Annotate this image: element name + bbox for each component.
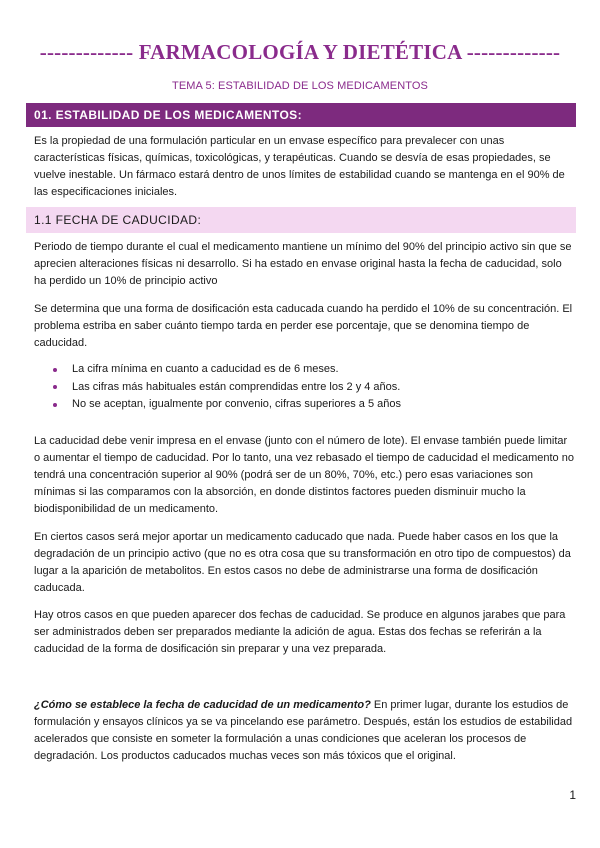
bullet-dot-icon — [53, 368, 57, 372]
paragraph-caducidad-envase: La caducidad debe venir impresa en el envase (junto con el número de lote). El envase también puede limitar o aumentar el tiempo de caducidad. Por lo tanto, una vez rebasado el tiempo de caducidad el medicamento no tendrá una concentración superior al 90% (podrá ser de un 80%, 70%, etc.) pero esas variaciones son mínimas si las comparamos con la absorción, en donde distintos factores pueden disminuir mucho la biodisponibilidad de un medicamento. — [34, 435, 574, 515]
paragraph-dos-fechas: Hay otros casos en que pueden aparecer dos fechas de caducidad. Se produce en algunos jarabes que para ser administrados deben ser preparados mediante la adición de agua. Estas dos fechas se referirán a la caducidad de la forma de dosificación sin preparar y una vez preparada. — [34, 609, 566, 655]
section-heading-estabilidad: 01. ESTABILIDAD DE LOS MEDICAMENTOS: — [26, 103, 576, 127]
paragraph-estabilidad-definition: Es la propiedad de una formulación particular en un envase específico para prevalecer con unas características físicas, químicas, toxicológicas, y terapéuticas. Cuando se desvía de esas propiedades, se vuelve inestable. Un fármaco estará dentro de unos límites de estabilidad cuando se mantenga en el 90% de las especificaciones iniciales. — [34, 135, 565, 198]
list-item-text: La cifra mínima en cuanto a caducidad es de 6 meses. — [72, 363, 339, 375]
caducidad-bullet-list — [34, 361, 554, 414]
paragraph-casos-caducado: En ciertos casos será mejor aportar un medicamento caducado que nada. Puede haber casos en los que la degradación de un principio activo (que no es otra cosa que su transformación en otro tipo de compuestos) da lugar a la aparición de metabolitos. En estos casos no debe de administrarse una forma de dosificación caducada. — [34, 531, 571, 594]
question-emphasis: ¿Cómo se establece la fecha de caducidad de un medicamento? — [34, 699, 371, 711]
page-number: 1 — [569, 788, 576, 802]
list-item-text: Las cifras más habituales están comprendidas entre los 2 y 4 años. — [72, 380, 401, 393]
list-item — [34, 379, 554, 397]
topic-subtitle: TEMA 5: ESTABILIDAD DE LOS MEDICAMENTOS — [172, 80, 428, 92]
subsection-heading-fecha-caducidad: 1.1 FECHA DE CADUCIDAD: — [26, 207, 576, 233]
list-item — [34, 361, 554, 379]
bullet-dot-icon — [53, 403, 57, 407]
list-item-text: No se aceptan, igualmente por convenio, cifras superiores a 5 años — [72, 398, 401, 410]
bullet-dot-icon — [53, 385, 57, 389]
paragraph-como-establece — [34, 697, 574, 765]
document-title: ------------- FARMACOLOGÍA Y DIETÉTICA ------------- — [39, 40, 561, 64]
list-item — [34, 396, 554, 414]
paragraph-como-establece-text: En primer lugar, durante los estudios de formulación y ensayos clínicos ya se va pincelando ese parámetro. Después, están los estudios de estabilidad acelerados que consiste en someter la formulación a unas condiciones que aceleran los procesos de degradación. Los productos caducados muchas veces son más tóxicos que el original. — [34, 699, 573, 762]
paragraph-determina: Se determina que una forma de dosificación esta caducada cuando ha perdido el 10% de su concentración. El problema estriba en saber cuánto tiempo tarda en perder ese porcentaje, que se denomina tiempo de caducidad. — [34, 303, 573, 349]
paragraph-periodo: Periodo de tiempo durante el cual el medicamento mantiene un mínimo del 90% del principio activo sin que se aprecien alteraciones físicas ni desarrollo. Si ha estado en envase original hasta la fecha de caducidad, solo ha perdido un 10% de principio activo — [34, 241, 572, 287]
